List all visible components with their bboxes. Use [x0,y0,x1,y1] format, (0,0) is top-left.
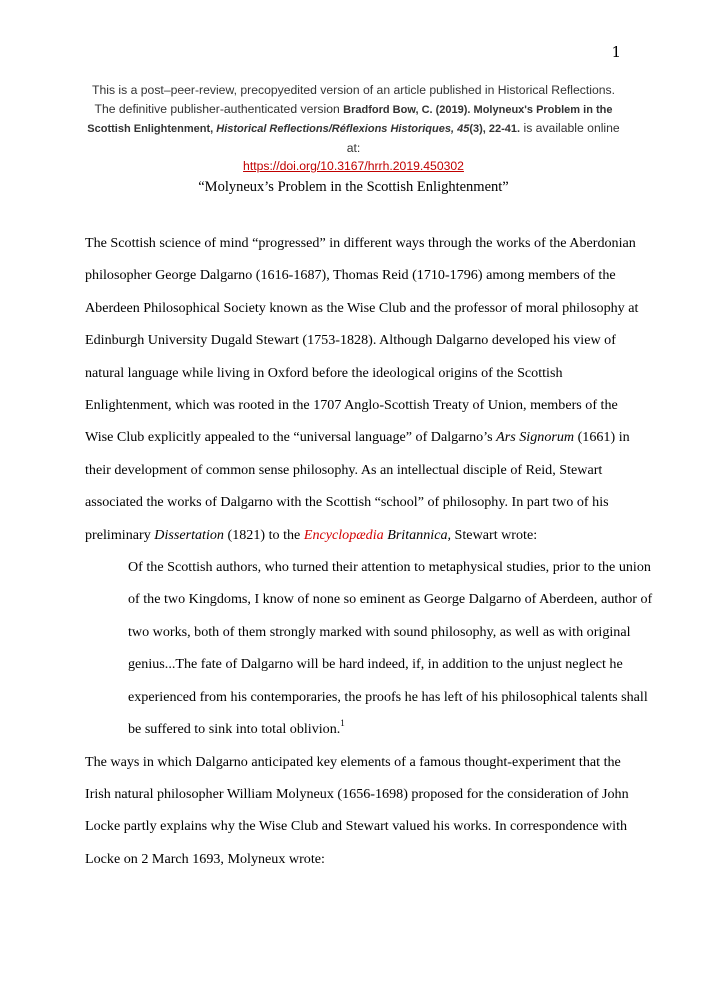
para1-text-2: (1661) in their development of common sense philosophy. As an intellectual disciple of Reid, Stewart associated the works of Dalgarno with the Scottish “school” of philosophy. In part two of his preliminary [85,429,630,543]
footnote-ref[interactable]: 1 [340,718,345,729]
citation-volume: , 45 [450,123,470,135]
dissertation-title: Dissertation [154,526,224,543]
quote-text: Of the Scottish authors, who turned their attention to metaphysical studies, prior to the union of the two Kingdoms, I know of none so eminent as George Dalgarno of Aberdeen, author of two works, both of them strongly marked with sound philosophy, as well as with original genius...The fate of Dalgarno will be hard indeed, if, in addition to the unjust neglect he experienced from his contemporaries, the proofs he has left of his philosophical talents shall be suffered to sink into total oblivion. [128,559,653,738]
paragraph-1 [85,227,645,551]
block-quote [128,551,653,745]
article-body [85,227,653,875]
article-title: “Molyneux’s Problem in the Scottish Enlightenment” [198,179,509,195]
encyclopaedia-highlight: Encyclopædia [303,526,384,543]
notice-intro: This is a post–peer-review, precopyedited version of an article published in Historical Reflections. The definitive publisher-authenticated version [92,83,615,116]
page-number: 1 [611,43,621,61]
citation-journal: Historical Reflections/Réflexions Historiques [216,123,451,135]
para1-text-4: Stewart wrote: [451,526,538,543]
citation-issue: (3), 22-41. [469,123,521,135]
paragraph-2: The ways in which Dalgarno anticipated key elements of a famous thought-experiment that the Irish natural philosopher William Molyneux (1656-1698) proposed for the consideration of John Locke partly explains why the Wise Club and Stewart valued his works. In correspondence with Locke on 2 March 1693, Molyneux wrote: [85,753,629,867]
ars-signorum-title: Ars Signorum [496,429,575,446]
publication-notice [80,81,627,176]
britannica-title: Britannica, [383,526,452,543]
doi-link[interactable]: https://doi.org/10.3167/hrrh.2019.450302 [243,159,464,173]
para1-text-3: (1821) to the [223,526,304,543]
para1-text-1: The Scottish science of mind “progressed” in different ways through the works of the Aberdonian philosopher George Dalgarno (1616-1687), Thomas Reid (1710-1796) among members of the Aberdeen Philosophical Society known as the Wise Club and the professor of moral philosophy at Edinburgh University Dugald Stewart (1753-1828). Although Dalgarno developed his view of natural language while living in Oxford before the ideological origins of the Scottish Enlightenment, which was rooted in the 1707 Anglo-Scottish Treaty of Union, members of the Wise Club explicitly appealed to the “universal language” of Dalgarno’s [85,235,639,446]
notice-availability: is available online at: [346,121,620,155]
citation-author: Bradford Bow, C. (2019). Molyneux's Problem in the Scottish Enlightenment, [87,103,613,135]
